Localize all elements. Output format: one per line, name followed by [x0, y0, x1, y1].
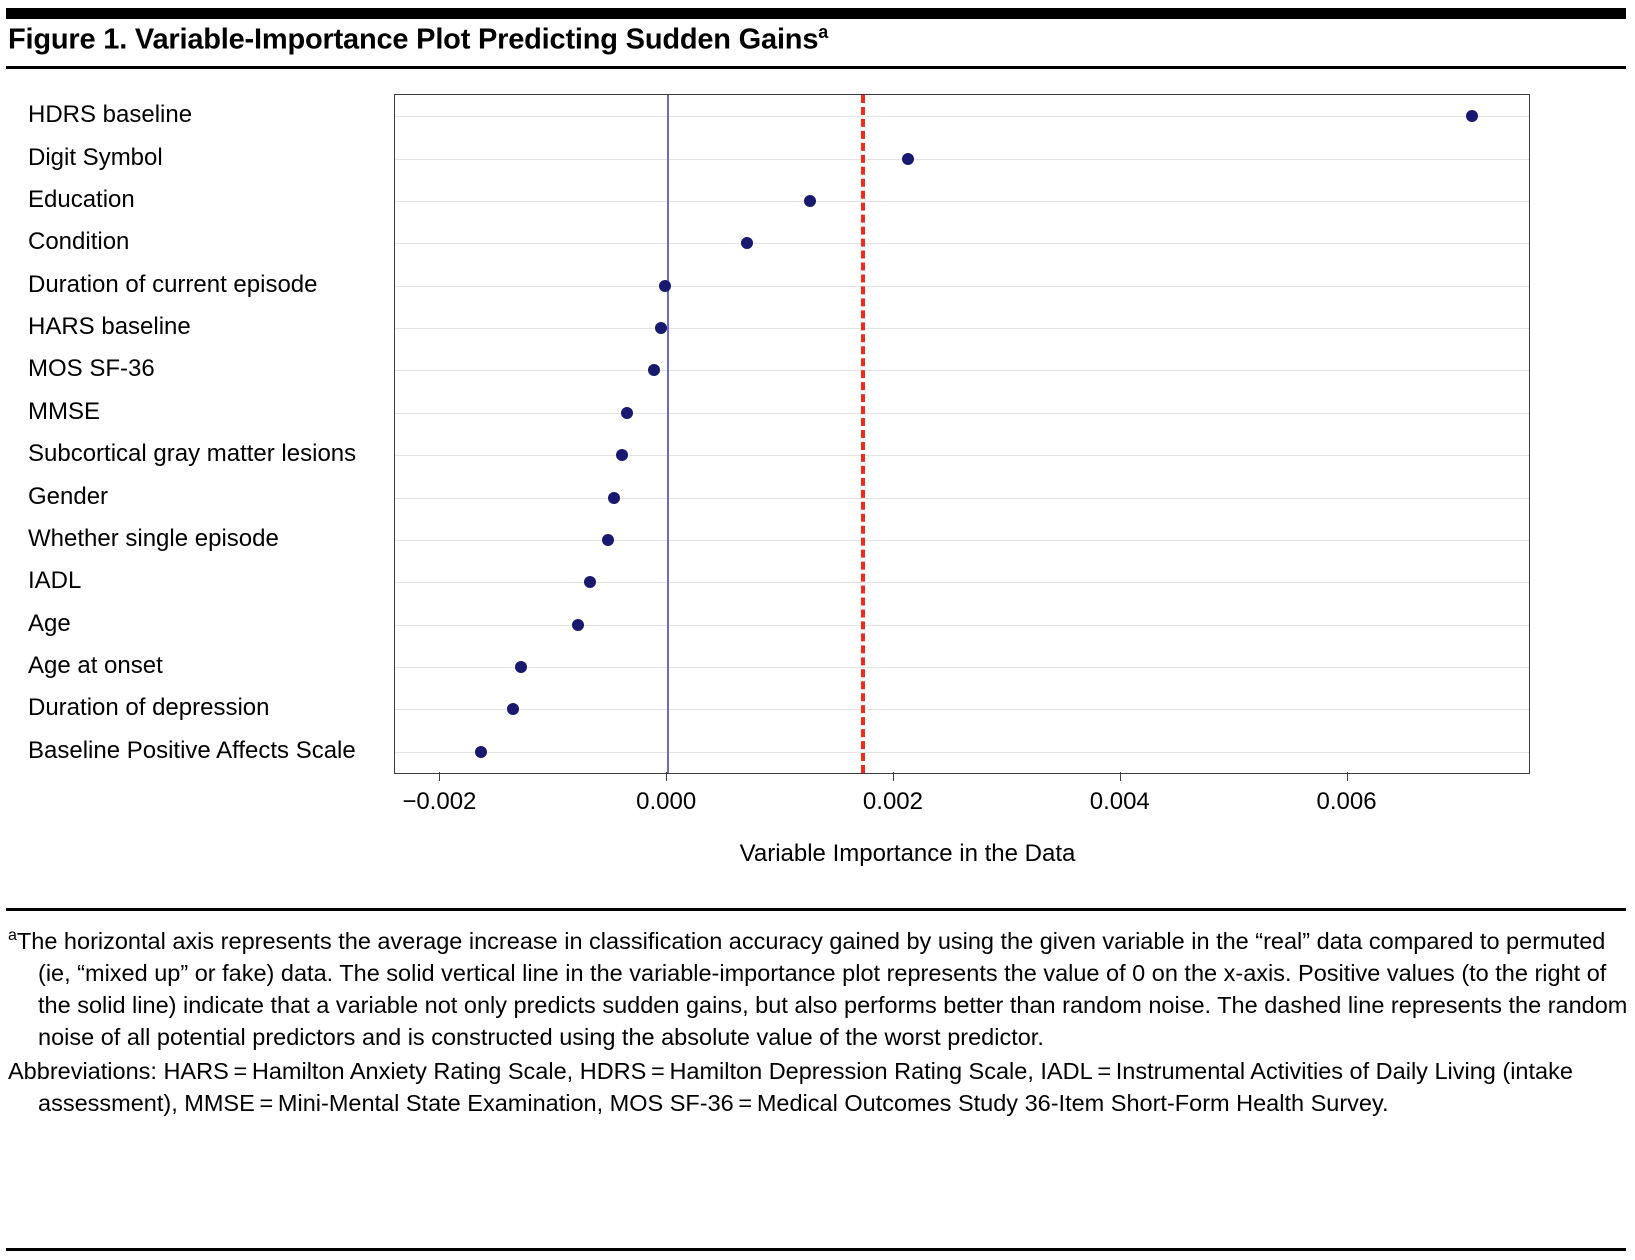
row-gridline: [395, 286, 1529, 287]
y-axis-label: Baseline Positive Affects Scale: [28, 736, 356, 764]
y-axis-label: HDRS baseline: [28, 101, 193, 129]
data-point: [584, 576, 596, 588]
x-axis-tick-label: 0.004: [1089, 788, 1150, 815]
data-point: [475, 746, 487, 758]
y-axis-label: Whether single episode: [28, 524, 279, 552]
figure-title-text: Figure 1. Variable-Importance Plot Predicting Sudden Gains: [8, 23, 819, 56]
x-axis-title-text: Variable Importance in the Data: [739, 840, 1076, 867]
footnote-marker: a: [8, 927, 17, 944]
y-axis-label: HARS baseline: [28, 313, 191, 341]
data-point: [616, 449, 628, 461]
data-point: [648, 364, 660, 376]
x-axis-tick: [1347, 772, 1348, 781]
y-axis-label: IADL: [28, 567, 82, 595]
row-gridline: [395, 243, 1529, 244]
data-point: [608, 492, 620, 504]
x-axis-tick: [893, 772, 894, 781]
y-axis-label: Digit Symbol: [28, 143, 163, 171]
footnote-a: [8, 920, 1628, 1053]
data-point: [515, 661, 527, 673]
x-axis-tick: [1120, 772, 1121, 781]
footnote-divider: [6, 908, 1626, 911]
y-axis-label: Age at onset: [28, 652, 163, 680]
row-gridline: [395, 667, 1529, 668]
data-point: [621, 407, 633, 419]
zero-line: [667, 95, 669, 773]
row-gridline: [395, 413, 1529, 414]
row-gridline: [395, 582, 1529, 583]
noise-line: [861, 95, 865, 773]
row-gridline: [395, 498, 1529, 499]
row-gridline: [395, 625, 1529, 626]
x-axis-title: [0, 840, 1635, 868]
data-point: [804, 195, 816, 207]
y-axis-label: MMSE: [28, 397, 100, 425]
y-axis-label: Age: [28, 609, 71, 637]
x-axis-tick-label: 0.006: [1316, 788, 1377, 815]
y-axis-label: Condition: [28, 228, 130, 256]
x-axis-tick-label: −0.002: [402, 788, 477, 815]
y-axis-label: Subcortical gray matter lesions: [28, 440, 357, 468]
y-axis-label: Duration of current episode: [28, 270, 318, 298]
y-axis-label: Education: [28, 185, 135, 213]
data-point: [507, 703, 519, 715]
footnote-a-text: The horizontal axis represents the average increase in classification accuracy gained by using the given variable in the “real” data compared to permuted (ie, “mixed up” or fake) data. The solid vertical line in the variable-importance plot represents the value of 0 on the x-axis. Positive values (to the right of the solid line) indicate that a variable not only predicts sudden gains, but also performs better than random noise. The dashed line represents the random noise of all potential predictors and is constructed using the absolute value of the worst predictor.: [16, 927, 1628, 1050]
x-axis-tick-label: 0.000: [636, 788, 697, 815]
row-gridline: [395, 201, 1529, 202]
row-gridline: [395, 370, 1529, 371]
y-axis-label: Gender: [28, 482, 109, 510]
data-point: [602, 534, 614, 546]
row-gridline: [395, 540, 1529, 541]
variable-importance-chart: [0, 80, 1635, 880]
y-axis-label: Duration of depression: [28, 694, 270, 722]
footnotes-block: [8, 920, 1628, 1121]
data-point: [655, 322, 667, 334]
abbreviations-note: Abbreviations: HARS = Hamilton Anxiety Rating Scale, HDRS = Hamilton Depression Rating Scale, IADL = Instrumental Activities of Daily Living (intake assessment), MMSE = Mini-Mental State Examination, MOS SF-36 = Medical Outcomes Study 36-Item Short-Form Health Survey.: [8, 1057, 1573, 1116]
top-divider: [6, 8, 1626, 19]
row-gridline: [395, 159, 1529, 160]
data-point: [572, 619, 584, 631]
data-point: [902, 153, 914, 165]
title-divider: [6, 66, 1626, 69]
bottom-divider: [6, 1248, 1626, 1251]
row-gridline: [395, 455, 1529, 456]
figure-title-superscript: a: [818, 22, 829, 42]
x-axis-tick: [439, 772, 440, 781]
plot-area: [394, 94, 1530, 774]
figure-title: [8, 22, 828, 57]
row-gridline: [395, 328, 1529, 329]
x-axis-tick-label: 0.002: [862, 788, 923, 815]
row-gridline: [395, 116, 1529, 117]
data-point: [659, 280, 671, 292]
data-point: [1466, 110, 1478, 122]
row-gridline: [395, 752, 1529, 753]
x-axis-tick: [666, 772, 667, 781]
data-point: [741, 237, 753, 249]
row-gridline: [395, 709, 1529, 710]
y-axis-label: MOS SF-36: [28, 355, 155, 383]
